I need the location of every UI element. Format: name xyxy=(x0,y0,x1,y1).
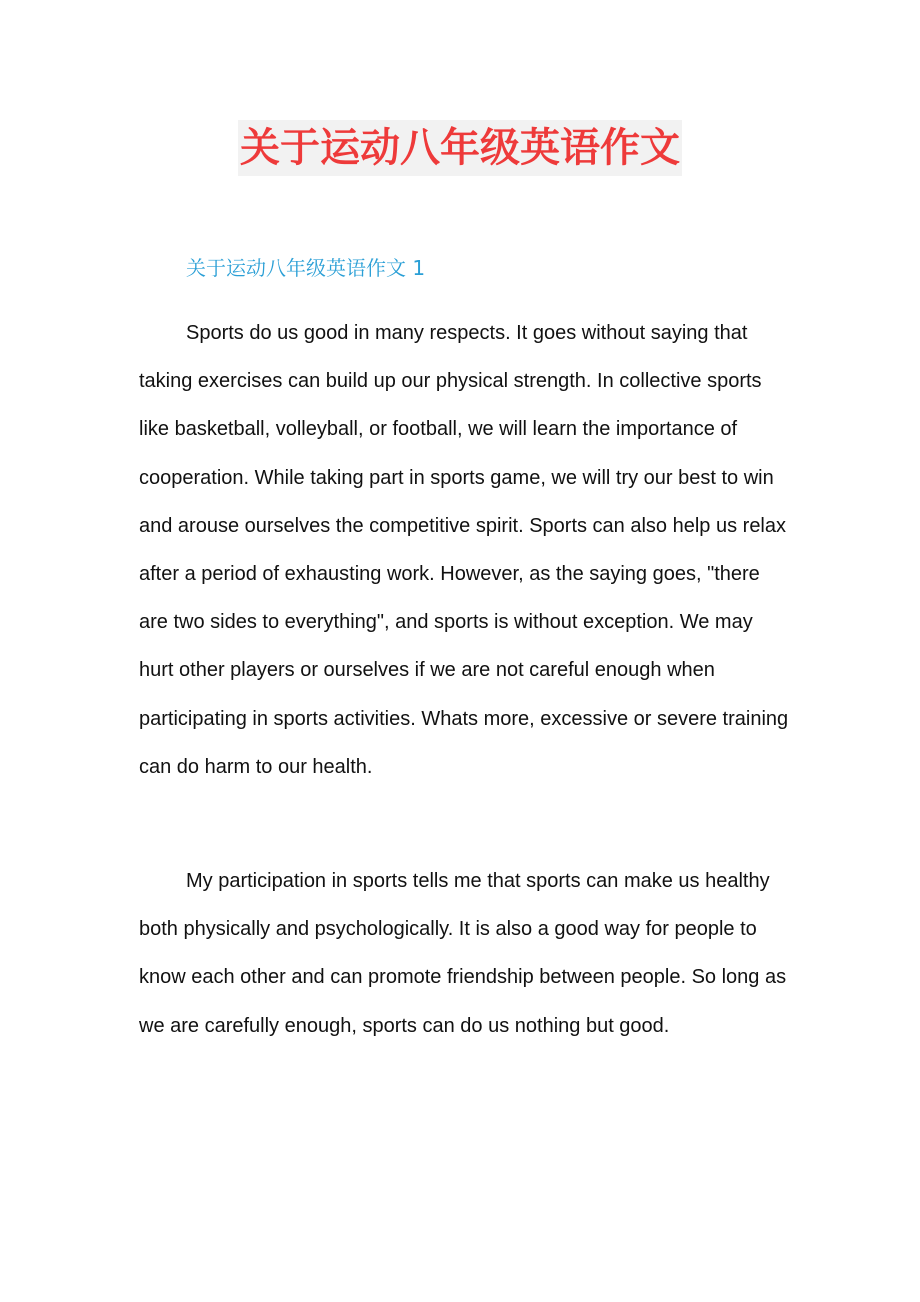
paragraph-1 xyxy=(139,309,789,791)
title-container xyxy=(0,120,920,176)
section-heading: 关于运动八年级英语作文 1 xyxy=(186,256,426,280)
paragraph-1-text: Sports do us good in many respects. It goes without saying that taking exercises can build up our physical strength. In collective sports like basketball, volleyball, or football, we will learn the importance of cooperation. While taking part in sports game, we will try our best to win and arouse ourselves the competitive spirit. Sports can also help us relax after a period of exhausting work. However, as the saying goes, "there are two sides to everything", and sports is without exception. We may hurt other players or ourselves if we are not careful enough when participating in sports activities. Whats more, excessive or severe training can do harm to our health. xyxy=(139,322,789,778)
paragraph-2-text: My participation in sports tells me that sports can make us healthy both physically and psychologically. It is also a good way for people to know each other and can promote friendship between people. So long as we are carefully enough, sports can do us nothing but good. xyxy=(139,870,787,1037)
document-title: 关于运动八年级英语作文 xyxy=(238,120,682,176)
paragraph-2 xyxy=(139,857,789,1050)
